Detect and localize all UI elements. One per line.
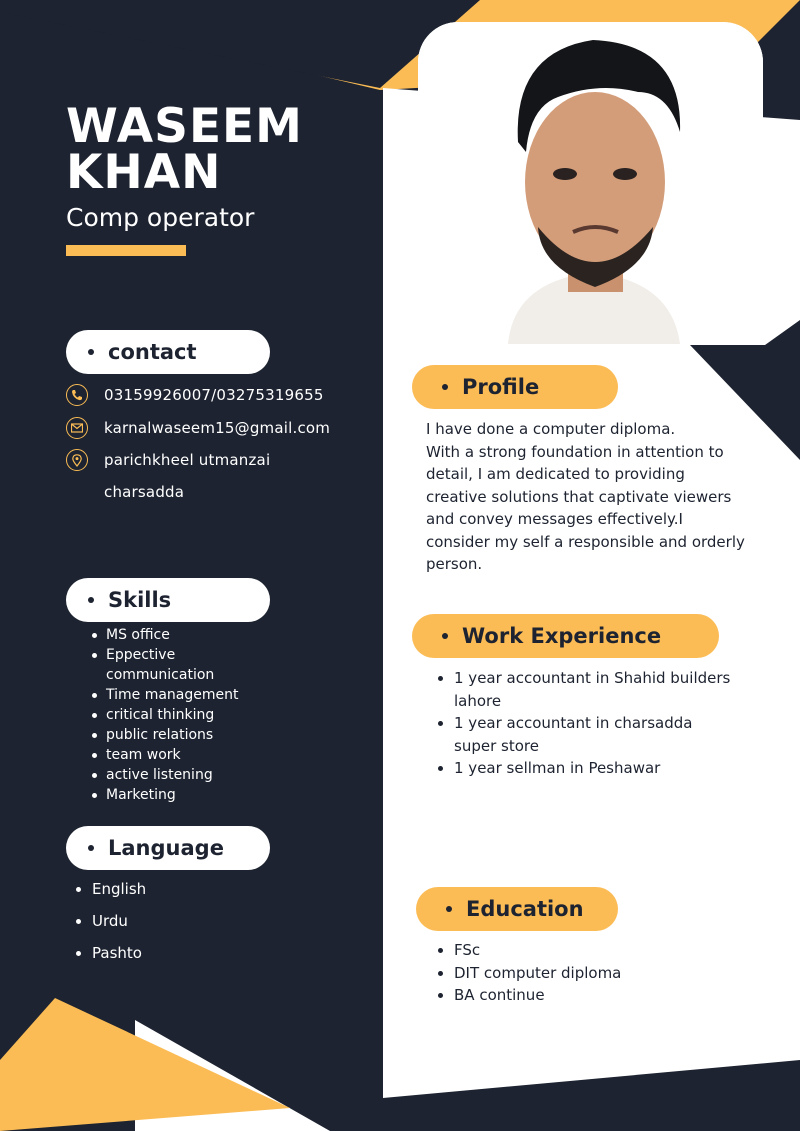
job-title: Comp operator xyxy=(66,203,255,232)
list-item: Marketing xyxy=(92,785,252,805)
profile-line-2: With a strong foundation in attention to detail, I am dedicated to providing creative solutions that captivate viewers and convey messages effectively.I consider my self a responsible and orderly person. xyxy=(426,442,745,573)
profile-summary xyxy=(426,418,746,576)
heading-bullet xyxy=(88,597,94,603)
profile-line-1: I have done a computer diploma. xyxy=(426,420,676,438)
contact-email[interactable]: karnalwaseem15@gmail.com xyxy=(104,419,331,437)
list-item: FSc xyxy=(434,939,734,962)
list-item: Eppective communication xyxy=(92,645,252,685)
list-item: MS office xyxy=(92,625,252,645)
contact-address-line1: parichkheel utmanzai xyxy=(104,451,271,469)
skills-heading-label: Skills xyxy=(108,588,172,612)
work-list xyxy=(434,667,734,780)
heading-bullet xyxy=(446,906,452,912)
skills-heading xyxy=(66,578,270,622)
work-heading xyxy=(412,614,719,658)
phone-icon xyxy=(66,384,88,406)
education-heading-label: Education xyxy=(466,897,584,921)
profile-photo xyxy=(418,22,763,344)
language-list xyxy=(76,878,146,974)
profile-heading-label: Profile xyxy=(462,375,540,399)
list-item: DIT computer diploma xyxy=(434,962,734,985)
list-item: English xyxy=(76,878,146,910)
list-item: 1 year sellman in Peshawar xyxy=(434,757,734,780)
contact-phone: 03159926007/03275319655 xyxy=(104,386,324,404)
location-icon xyxy=(66,449,88,471)
contact-address-line2: charsadda xyxy=(104,483,185,501)
contact-heading-label: contact xyxy=(108,340,197,364)
heading-bullet xyxy=(88,349,94,355)
skills-list xyxy=(92,625,252,805)
education-list xyxy=(434,939,734,1007)
language-heading-label: Language xyxy=(108,836,224,860)
name-line-1: WASEEM xyxy=(66,99,303,154)
heading-bullet xyxy=(442,384,448,390)
contact-phone-row xyxy=(66,384,324,406)
education-heading xyxy=(416,887,618,931)
contact-heading xyxy=(66,330,270,374)
list-item: Pashto xyxy=(76,942,146,974)
list-item: Time management xyxy=(92,685,252,705)
contact-address-row xyxy=(66,449,270,471)
list-item: 1 year accountant in charsadda super store xyxy=(434,712,734,757)
heading-bullet xyxy=(88,845,94,851)
heading-bullet xyxy=(442,633,448,639)
person-name xyxy=(66,99,303,200)
list-item: public relations xyxy=(92,725,252,745)
list-item: Urdu xyxy=(76,910,146,942)
list-item: critical thinking xyxy=(92,705,252,725)
email-icon xyxy=(66,417,88,439)
contact-email-row xyxy=(66,417,330,439)
work-heading-label: Work Experience xyxy=(462,624,662,648)
profile-heading xyxy=(412,365,618,409)
language-heading xyxy=(66,826,270,870)
list-item: active listening xyxy=(92,765,252,785)
list-item: BA continue xyxy=(434,984,734,1007)
name-line-2: KHAN xyxy=(66,145,222,200)
title-underline-bar xyxy=(66,245,186,256)
list-item: team work xyxy=(92,745,252,765)
bottom-yellow-triangle xyxy=(0,998,290,1131)
list-item: 1 year accountant in Shahid builders lahore xyxy=(434,667,734,712)
